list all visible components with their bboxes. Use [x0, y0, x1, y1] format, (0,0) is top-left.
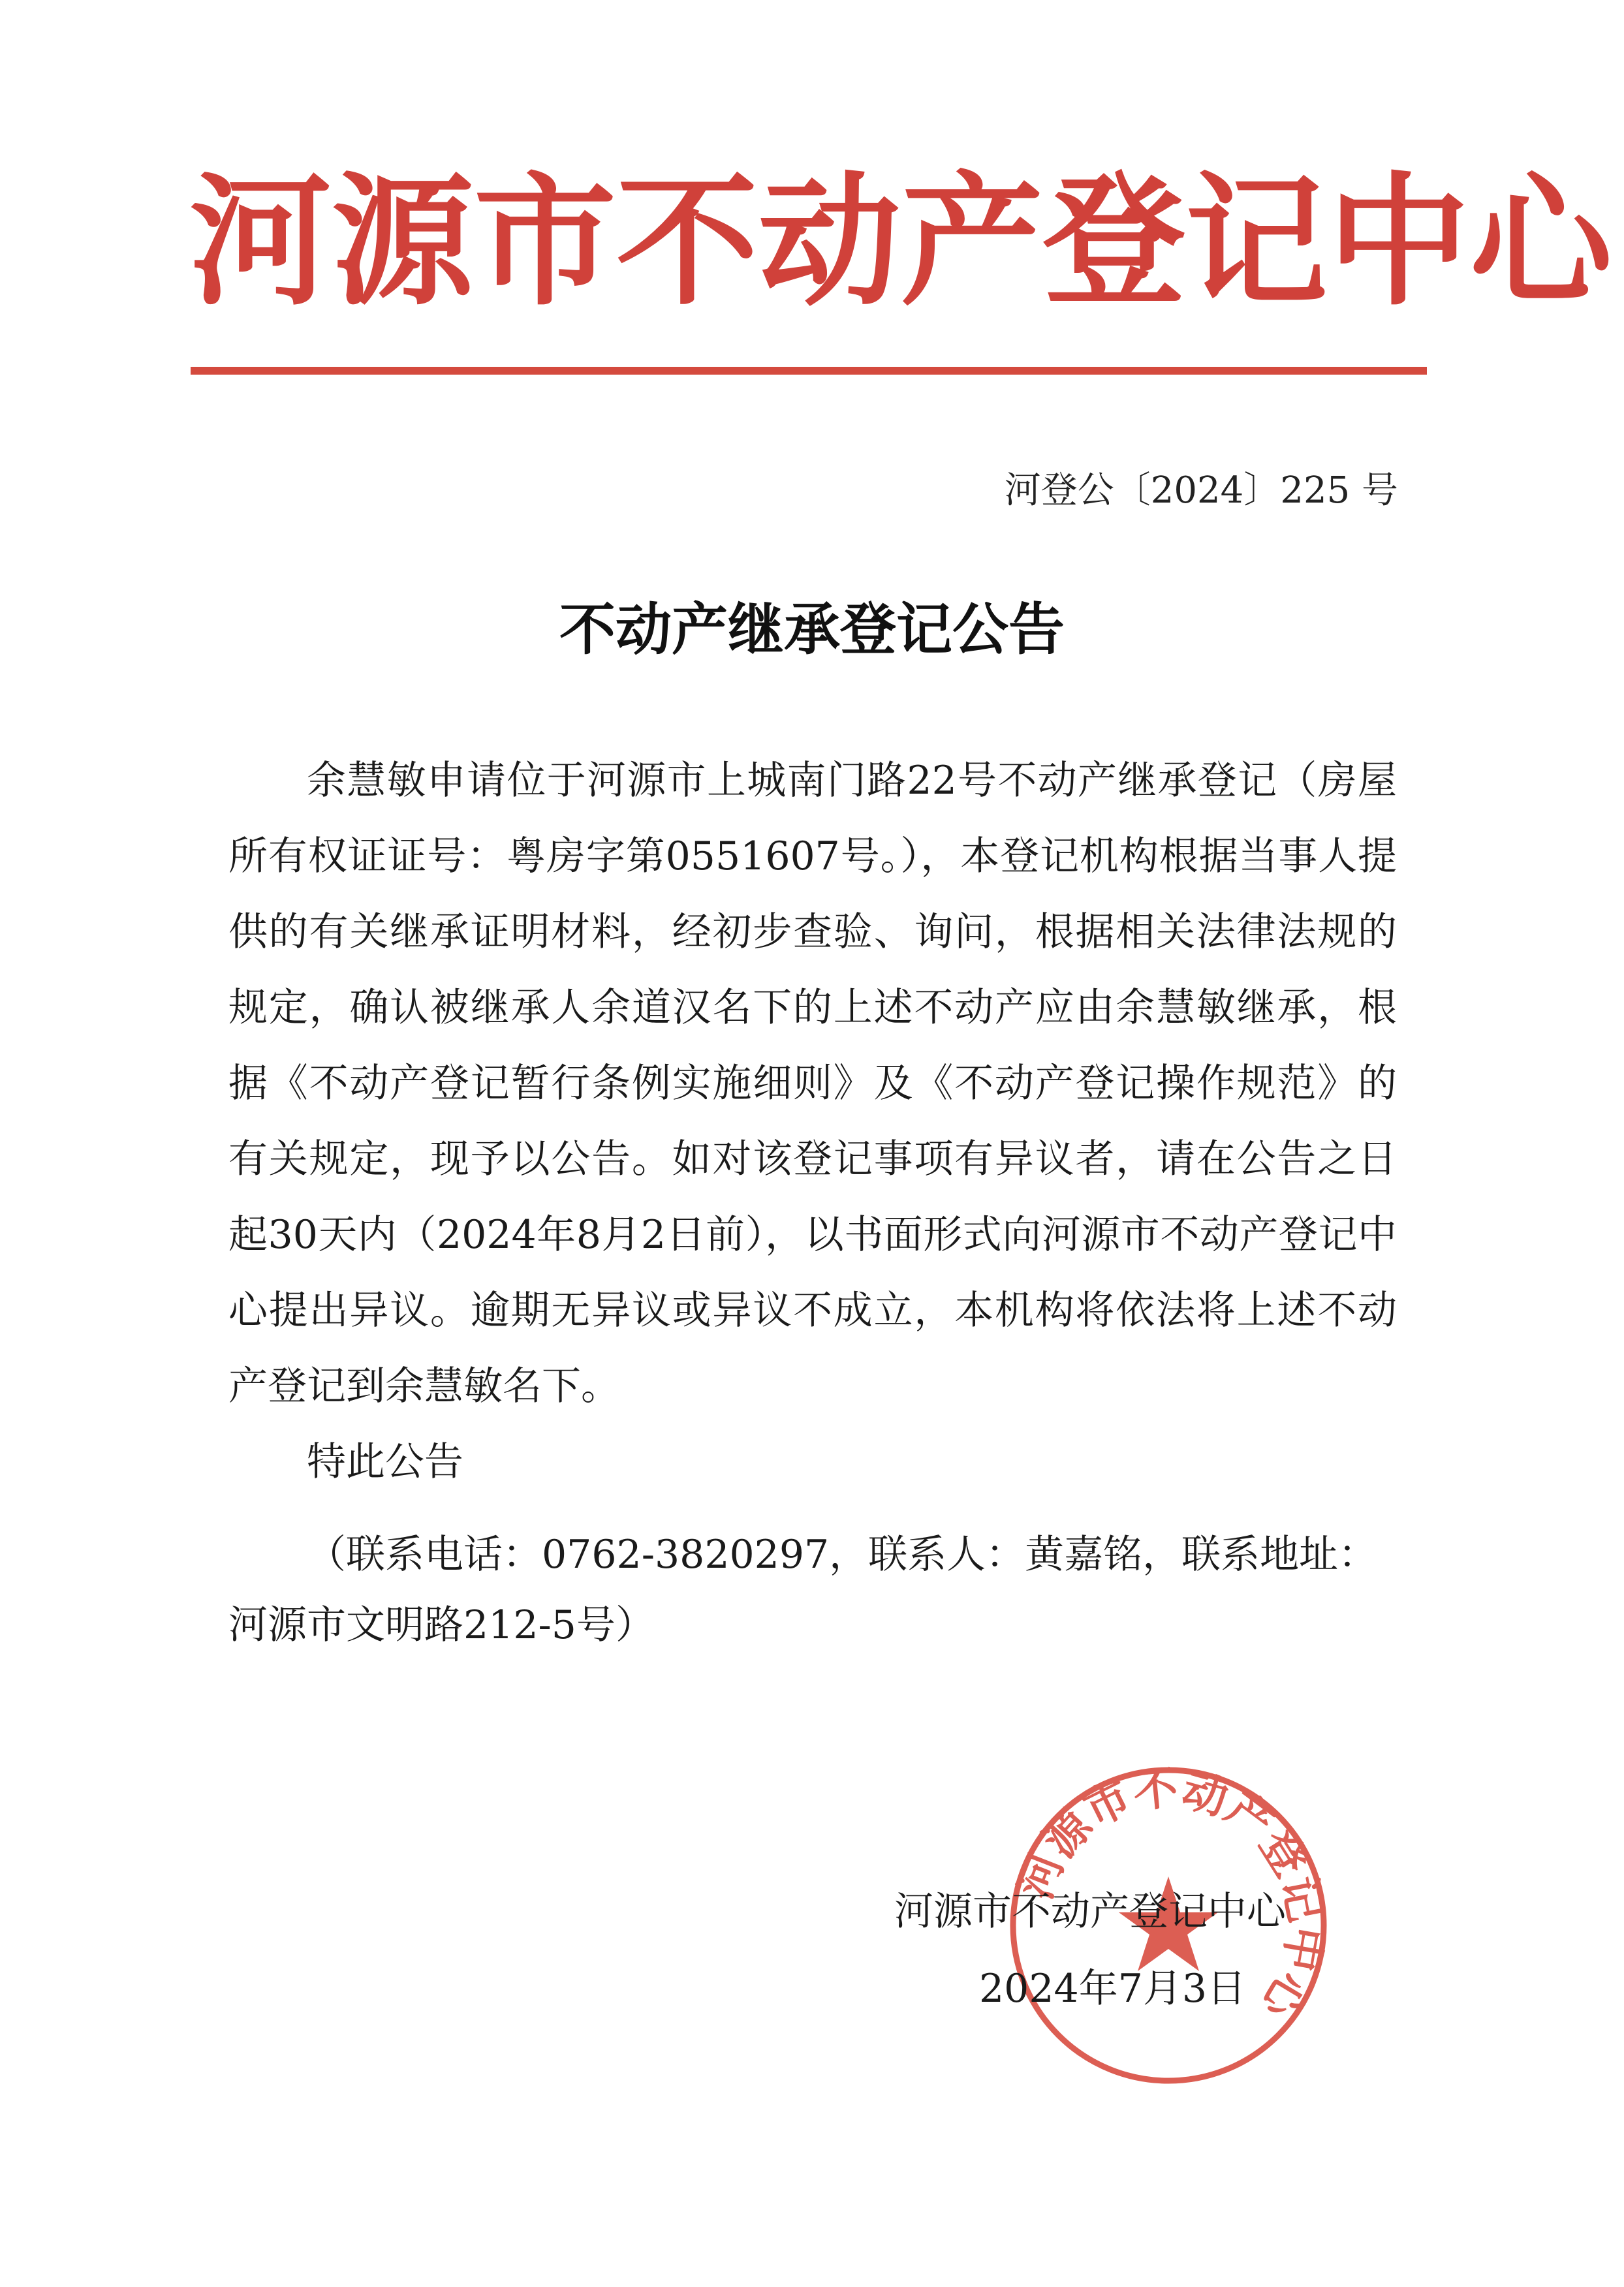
contact-text: （联系电话：0762-3820297，联系人：黄嘉铭，联系地址：河源市文明路212-5号）	[228, 1532, 1378, 1648]
letterhead-char: 记	[1185, 158, 1328, 325]
letterhead-char: 河	[189, 158, 332, 325]
seal-text-path: 河源市不动产登记中心	[1009, 1762, 1332, 2028]
signature-block	[894, 1873, 1351, 2027]
org-letterhead	[189, 157, 1612, 326]
letterhead-char: 不	[616, 158, 758, 325]
letterhead-char: 心	[1470, 158, 1612, 325]
signature-org: 河源市不动产登记中心	[894, 1889, 1286, 1935]
contact-info	[228, 1519, 1397, 1660]
letterhead-char: 中	[1328, 158, 1470, 325]
letterhead-char: 市	[474, 158, 616, 325]
letterhead-char: 动	[758, 158, 901, 325]
letterhead-divider	[191, 367, 1427, 375]
document-number: 河登公〔2024〕225 号	[1004, 469, 1398, 512]
letterhead-char: 源	[332, 158, 474, 325]
notice-body	[228, 743, 1397, 1500]
letterhead-char: 登	[1043, 158, 1185, 325]
letterhead-char: 产	[901, 158, 1043, 325]
signature-date: 2024年7月3日	[979, 1966, 1247, 2012]
notice-paragraph: 余慧敏申请位于河源市上城南门路22号不动产继承登记（房屋所有权证证号：粤房字第0551607号。），本登记机构根据当事人提供的有关继承证明材料，经初步查验、询问，根据相关法律法规的规定，确认被继承人余道汉名下的上述不动产应由余慧敏继承，根据《不动产登记暂行条例实施细则》及《不动产登记操作规范》的有关规定，现予以公告。如对该登记事项有异议者，请在公告之日起30天内（2024年8月2日前），以书面形式向河源市不动产登记中心提出异议。逾期无异议或异议不成立，本机构将依法将上述不动产登记到余慧敏名下。	[228, 758, 1397, 1409]
document-title: 不动产继承登记公告	[559, 597, 1065, 662]
notice-closing: 特此公告	[307, 1439, 463, 1485]
